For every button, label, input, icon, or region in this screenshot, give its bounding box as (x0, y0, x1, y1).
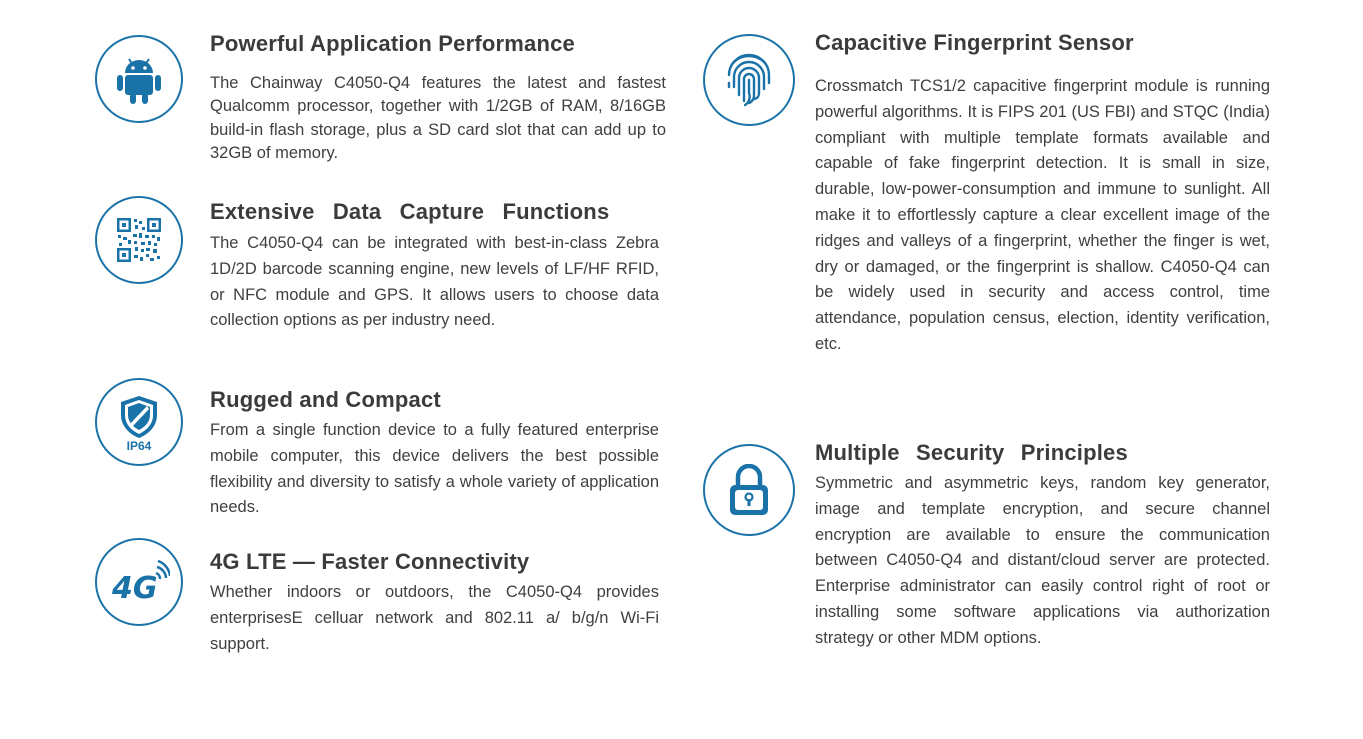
feature-description: Crossmatch TCS1/2 capacitive fingerprint module is running powerful algorithms. It is FIPS 201 (US FBI) and STQC (India) compliant with multiple template formats available and capable of fake fingerprint detection. It is small in size, durable, low-power-consumption and immune to sunlight. All make it to effortlessly capture a clear excellent image of the ridges and valleys of a fingerprint, whether the finger is wet, dry or damaged, or the fingerprint is shallow. C4050-Q4 can be widely used in security and access control, time attendance, population census, election, identity verification, etc. (815, 77, 1270, 353)
feature-description: The C4050-Q4 can be integrated with best-in-class Zebra 1D/2D barcode scanning engine, new levels of LF/HF RFID, or NFC module and GPS. It allows users to choose data collection options as per industry need. (210, 234, 659, 330)
feature-description: The Chainway C4050-Q4 features the latest and fastest Qualcomm processor, together with 1/2GB of RAM, 8/16GB build-in flash storage, plus a SD card slot that can add up to 32GB of memory. (210, 74, 666, 163)
ip64-label: IP64 (126, 439, 152, 453)
feature-title: 4G LTE — Faster Connectivity (210, 549, 530, 574)
padlock-icon (703, 444, 795, 536)
feature-title: Powerful Application Performance (210, 31, 575, 56)
feature-description: From a single function device to a fully featured enterprise mobile computer, this device delivers the best possible flexibility and diversity to satisfy a whole variety of application needs. (210, 421, 659, 517)
4g-label: 4G (112, 571, 158, 604)
feature-description: Whether indoors or outdoors, the C4050-Q4 provides enterprisesE celluar network and 802.11 a/ b/g/n Wi-Fi support. (210, 583, 659, 653)
fingerprint-icon (703, 34, 795, 126)
feature-title: Rugged and Compact (210, 387, 441, 412)
feature-description: Symmetric and asymmetric keys, random key generator, image and template encryption, and secure channel encryption are available to ensure the communication between C4050-Q4 and distant/cloud server are protected. Enterprise administrator can easily control right of root or installing some software applications via authorization strategy or other MDM options. (815, 474, 1270, 647)
4g-icon (95, 538, 183, 626)
feature-title: Capacitive Fingerprint Sensor (815, 30, 1134, 55)
android-icon (95, 35, 183, 123)
ip64-shield-icon (95, 378, 183, 466)
qr-code-icon (95, 196, 183, 284)
feature-title: Extensive Data Capture Functions (210, 199, 610, 224)
feature-title: Multiple Security Principles (815, 440, 1128, 465)
